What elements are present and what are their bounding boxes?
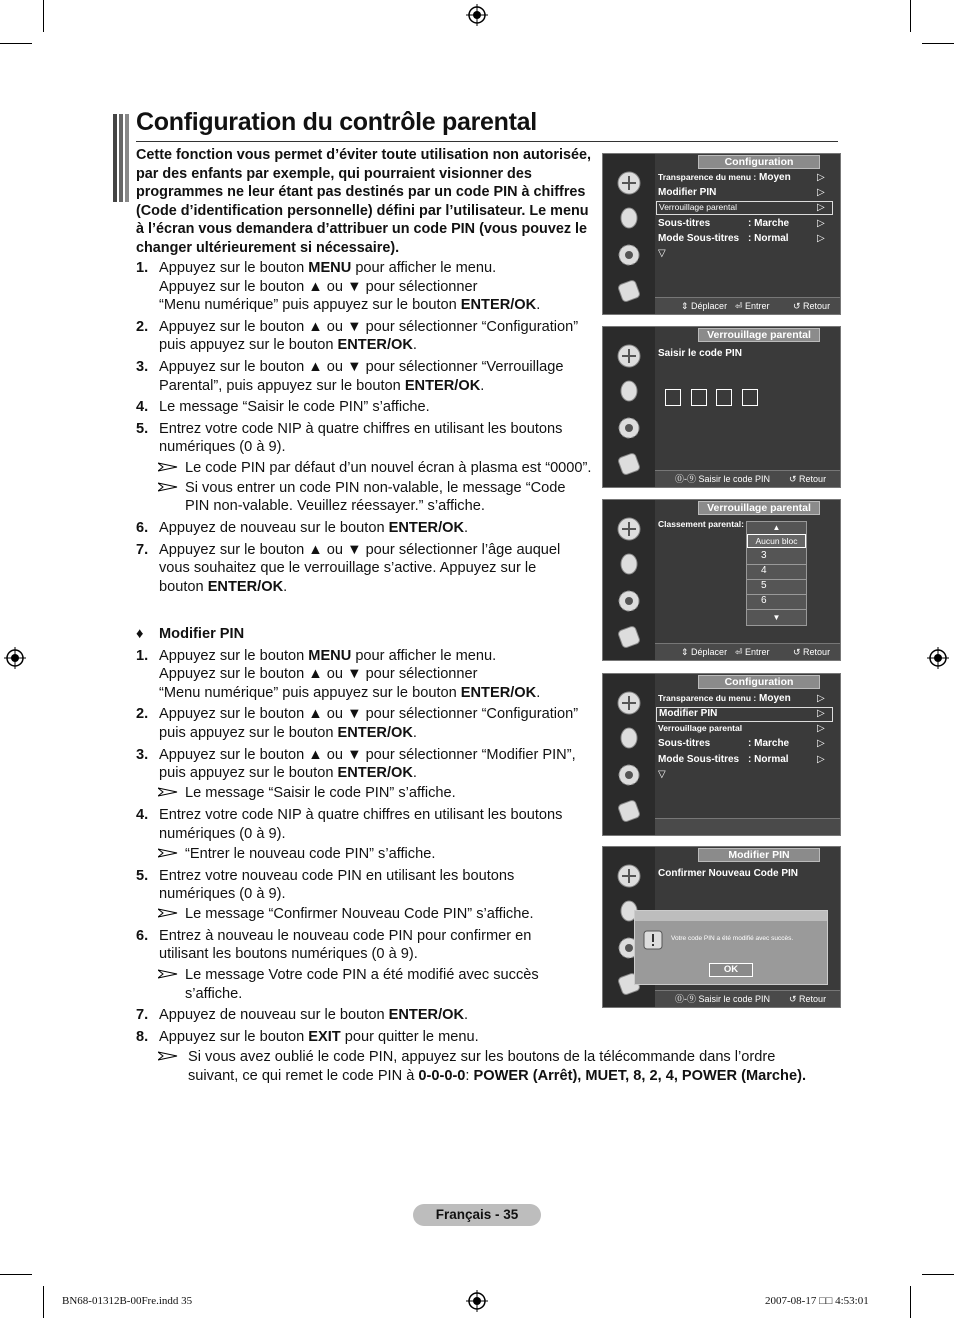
step-number: 4.: [136, 399, 149, 415]
panel-footer: [655, 643, 840, 660]
menu-item-sous-titres[interactable]: Sous-titres : Marche: [658, 738, 790, 749]
pin-digit-box[interactable]: [665, 389, 681, 406]
menu-item-sous-titres[interactable]: Sous-titres : Marche: [658, 218, 790, 229]
crop-mark: [43, 0, 44, 32]
menu-item-verrouillage[interactable]: Verrouillage parental: [658, 723, 743, 733]
step-number: 6.: [136, 520, 149, 536]
more-down-icon: ▽: [658, 769, 666, 780]
rating-option[interactable]: 3: [761, 550, 767, 561]
footer-return: ↺ Retour: [793, 301, 831, 311]
step-text: Appuyez sur le bouton ▲ ou ▼ pour sélectionner l’âge auquel: [159, 542, 561, 558]
alert-icon: [643, 930, 663, 950]
step-text: Entrez votre nouveau code PIN en utilisant les boutons: [159, 868, 515, 884]
scroll-down-icon[interactable]: ▼: [772, 613, 781, 622]
setup-icon: [616, 624, 642, 650]
section-heading: Modifier PIN: [159, 626, 245, 642]
menu-panel-rating: [602, 499, 841, 661]
arrow-right-icon: ▷: [817, 708, 825, 719]
footer-timestamp: 2007-08-17 □□ 4:53:01: [765, 1295, 869, 1307]
note-arrow-icon: [158, 482, 178, 492]
pin-digit-box[interactable]: [742, 389, 758, 406]
registration-mark-icon: [927, 647, 949, 669]
menu-item-transparence[interactable]: Transparence du menu : Moyen: [658, 172, 791, 183]
crop-mark: [922, 43, 954, 44]
crop-mark: [43, 1286, 44, 1318]
step-text: Appuyez sur le bouton MENU pour afficher le menu.: [159, 260, 497, 276]
footer-enter: ⏎ Entrer: [735, 647, 770, 657]
setup-icon: [616, 451, 642, 477]
step-text: “Menu numérique” puis appuyez sur le bouton ENTER/OK.: [159, 297, 541, 313]
step-text: Parental”, puis appuyez sur le bouton ENTER/OK.: [159, 378, 485, 394]
step-number: 3.: [136, 359, 149, 375]
footer-enter-pin: ⓪-⑨ Saisir le code PIN: [675, 474, 771, 484]
arrow-right-icon: ▷: [817, 693, 825, 704]
arrow-right-icon: ▷: [817, 723, 825, 734]
step-text: Appuyez de nouveau sur le bouton ENTER/OK.: [159, 520, 469, 536]
gear-icon: [616, 242, 642, 268]
step-text: Entrez à nouveau le nouveau code PIN pour confirmer en: [159, 928, 532, 944]
step-text: Appuyez sur le bouton ▲ ou ▼ pour sélectionner “Configuration”: [159, 706, 579, 722]
gear-icon: [616, 415, 642, 441]
sound-icon: [616, 726, 642, 752]
gear-icon: [616, 762, 642, 788]
menu-panel-confirm-pin: [602, 846, 841, 1008]
menu-item-transparence[interactable]: Transparence du menu : Moyen: [658, 693, 791, 704]
dialog-message: Votre code PIN a été modifié avec succès.: [671, 935, 794, 942]
panel-title: Configuration: [698, 675, 820, 689]
antenna-icon: [616, 863, 642, 889]
crop-mark: [910, 0, 911, 32]
note-text: “Entrer le nouveau code PIN” s’affiche.: [185, 846, 436, 862]
rating-label: Classement parental:: [658, 519, 744, 529]
footer-enter: ⏎ Entrer: [735, 301, 770, 311]
step-number: 7.: [136, 542, 149, 558]
footer-move: ⇕ Déplacer: [681, 301, 728, 311]
registration-mark-icon: [4, 647, 26, 669]
rating-list[interactable]: [746, 521, 807, 626]
step-text: Appuyez sur le bouton ▲ ou ▼ pour sélectionner: [159, 666, 478, 682]
sound-icon: [616, 206, 642, 232]
arrow-right-icon: ▷: [817, 202, 825, 213]
rating-option[interactable]: 6: [761, 595, 767, 606]
step-text: Entrez votre code NIP à quatre chiffres en utilisant les boutons: [159, 807, 563, 823]
setup-icon: [616, 798, 642, 824]
arrow-right-icon: ▷: [817, 754, 825, 765]
step-text: numériques (0 à 9).: [159, 826, 286, 842]
arrow-right-icon: ▷: [817, 218, 825, 229]
step-number: 8.: [136, 1029, 149, 1045]
footer-enter-pin: ⓪-⑨ Saisir le code PIN: [675, 994, 771, 1004]
step-number: 4.: [136, 807, 149, 823]
step-number: 6.: [136, 928, 149, 944]
note-text: Le message “Saisir le code PIN” s’affiche.: [185, 785, 456, 801]
rating-option-selected[interactable]: Aucun bloc: [747, 534, 806, 548]
note-text: Le message “Confirmer Nouveau Code PIN” s’affiche.: [185, 906, 534, 922]
note-text: s’affiche.: [185, 986, 243, 1002]
arrow-right-icon: ▷: [817, 172, 825, 183]
menu-item-mode-sous-titres[interactable]: Mode Sous-titres : Normal: [658, 233, 789, 244]
step-text: Appuyez sur le bouton ▲ ou ▼ pour sélectionner “Verrouillage: [159, 359, 564, 375]
step-number: 5.: [136, 868, 149, 884]
crop-mark: [922, 1274, 954, 1275]
note-arrow-icon: [158, 1051, 178, 1061]
step-text: Appuyez sur le bouton ▲ ou ▼ pour sélectionner: [159, 279, 478, 295]
step-text: Appuyez sur le bouton EXIT pour quitter le menu.: [159, 1029, 479, 1045]
note-text: Le message Votre code PIN a été modifié avec succès: [185, 967, 539, 983]
pin-digit-box[interactable]: [691, 389, 707, 406]
page-title: Configuration du contrôle parental: [136, 108, 537, 136]
pin-prompt: Saisir le code PIN: [658, 348, 742, 359]
menu-item-mode-sous-titres[interactable]: Mode Sous-titres : Normal: [658, 754, 789, 765]
arrow-right-icon: ▷: [817, 187, 825, 198]
sound-icon: [616, 552, 642, 578]
antenna-icon: [616, 343, 642, 369]
step-number: 7.: [136, 1007, 149, 1023]
step-number: 2.: [136, 319, 149, 335]
note-arrow-icon: [158, 462, 178, 472]
step-text: Appuyez de nouveau sur le bouton ENTER/OK.: [159, 1007, 469, 1023]
antenna-icon: [616, 516, 642, 542]
note-arrow-icon: [158, 848, 178, 858]
step-text: puis appuyez sur le bouton ENTER/OK.: [159, 725, 417, 741]
step-text: vous souhaitez que le verrouillage s’active. Appuyez sur le: [159, 560, 537, 576]
step-number: 5.: [136, 421, 149, 437]
footer-return: ↺ Retour: [789, 474, 827, 484]
menu-panel-enter-pin: [602, 326, 841, 488]
footer-return: ↺ Retour: [793, 647, 831, 657]
sound-icon: [616, 379, 642, 405]
footer-filename: BN68-01312B-00Fre.indd 35: [62, 1295, 193, 1307]
step-text: puis appuyez sur le bouton ENTER/OK.: [159, 337, 417, 353]
panel-footer: [655, 990, 840, 1007]
arrow-right-icon: ▷: [817, 738, 825, 749]
panel-footer: [655, 470, 840, 487]
step-number: 3.: [136, 747, 149, 763]
step-text: numériques (0 à 9).: [159, 439, 286, 455]
confirm-pin-label: Confirmer Nouveau Code PIN: [658, 868, 799, 879]
crop-mark: [910, 1286, 911, 1318]
step-text: bouton ENTER/OK.: [159, 579, 288, 595]
page-number: Français - 35: [413, 1204, 541, 1226]
step-text: Entrez votre code NIP à quatre chiffres en utilisant les boutons: [159, 421, 563, 437]
scroll-up-icon[interactable]: ▲: [772, 523, 781, 532]
panel-footer: [655, 297, 840, 314]
step-number: 1.: [136, 648, 149, 664]
menu-item-verrouillage-selected[interactable]: Verrouillage parental: [656, 201, 833, 215]
note-text: suivant, ce qui remet le code PIN à 0-0-0-0: POWER (Arrêt), MUET, 8, 2, 4, POWER (Marche).: [188, 1068, 806, 1084]
menu-panel-configuration-modifier: [602, 673, 841, 836]
note-text: PIN non-valable. Veuillez réessayer.” s’affiche.: [185, 498, 485, 514]
crop-mark: [0, 43, 32, 44]
panel-title: Configuration: [698, 155, 820, 169]
footer-return: ↺ Retour: [789, 994, 827, 1004]
panel-title: Verrouillage parental: [698, 328, 820, 342]
step-text: Appuyez sur le bouton MENU pour afficher le menu.: [159, 648, 497, 664]
ok-button[interactable]: OK: [709, 963, 753, 977]
registration-mark-icon: [466, 1290, 488, 1312]
step-text: “Menu numérique” puis appuyez sur le bouton ENTER/OK.: [159, 685, 541, 701]
note-text: Le code PIN par défaut d’un nouvel écran à plasma est “0000”.: [185, 460, 592, 476]
rating-option[interactable]: 5: [761, 580, 767, 591]
setup-icon: [616, 278, 642, 304]
pin-digit-box[interactable]: [716, 389, 732, 406]
step-text: utilisant les boutons numériques (0 à 9).: [159, 946, 418, 962]
step-text: puis appuyez sur le bouton ENTER/OK.: [159, 765, 417, 781]
antenna-icon: [616, 690, 642, 716]
panel-footer: [655, 818, 840, 835]
title-rule: [136, 141, 838, 142]
note-arrow-icon: [158, 908, 178, 918]
note-arrow-icon: [158, 787, 178, 797]
rating-option[interactable]: 4: [761, 565, 767, 576]
step-text: numériques (0 à 9).: [159, 886, 286, 902]
menu-panel-configuration: [602, 153, 841, 315]
note-text: Si vous entrer un code PIN non-valable, le message “Code: [185, 480, 566, 496]
more-down-icon: ▽: [658, 248, 666, 259]
antenna-icon: [616, 170, 642, 196]
note-text: Si vous avez oublié le code PIN, appuyez sur les boutons de la télécommande dans l’ordre: [188, 1049, 776, 1065]
crop-mark: [0, 1274, 32, 1275]
registration-mark-icon: [466, 4, 488, 26]
arrow-right-icon: ▷: [817, 233, 825, 244]
success-dialog: [634, 910, 828, 985]
footer-move: ⇕ Déplacer: [681, 647, 728, 657]
step-number: 1.: [136, 260, 149, 276]
bullet-icon: ♦: [136, 626, 144, 642]
gear-icon: [616, 588, 642, 614]
menu-item-modifier-pin-selected[interactable]: Modifier PIN: [656, 707, 833, 722]
step-number: 2.: [136, 706, 149, 722]
step-text: Appuyez sur le bouton ▲ ou ▼ pour sélectionner “Modifier PIN”,: [159, 747, 576, 763]
step-text: Appuyez sur le bouton ▲ ou ▼ pour sélectionner “Configuration”: [159, 319, 579, 335]
note-arrow-icon: [158, 969, 178, 979]
panel-title: Modifier PIN: [698, 848, 820, 862]
step-text: Le message “Saisir le code PIN” s’affiche.: [159, 399, 430, 415]
menu-item-modifier-pin[interactable]: Modifier PIN: [658, 187, 717, 198]
panel-title: Verrouillage parental: [698, 501, 820, 515]
intro-paragraph: Cette fonction vous permet d’éviter toute utilisation non autorisée, par des enfants par exemple, qui pourraient visionner des programmes ne leur étant pas destinés par un code PIN à chiffres (Code d’identification personnelle) défini par l’utilisateur. Le menu à l’écran vous demandera d’attribuer un code PIN (vous pouvez le changer ultérieurement si nécessaire).: [136, 147, 591, 256]
